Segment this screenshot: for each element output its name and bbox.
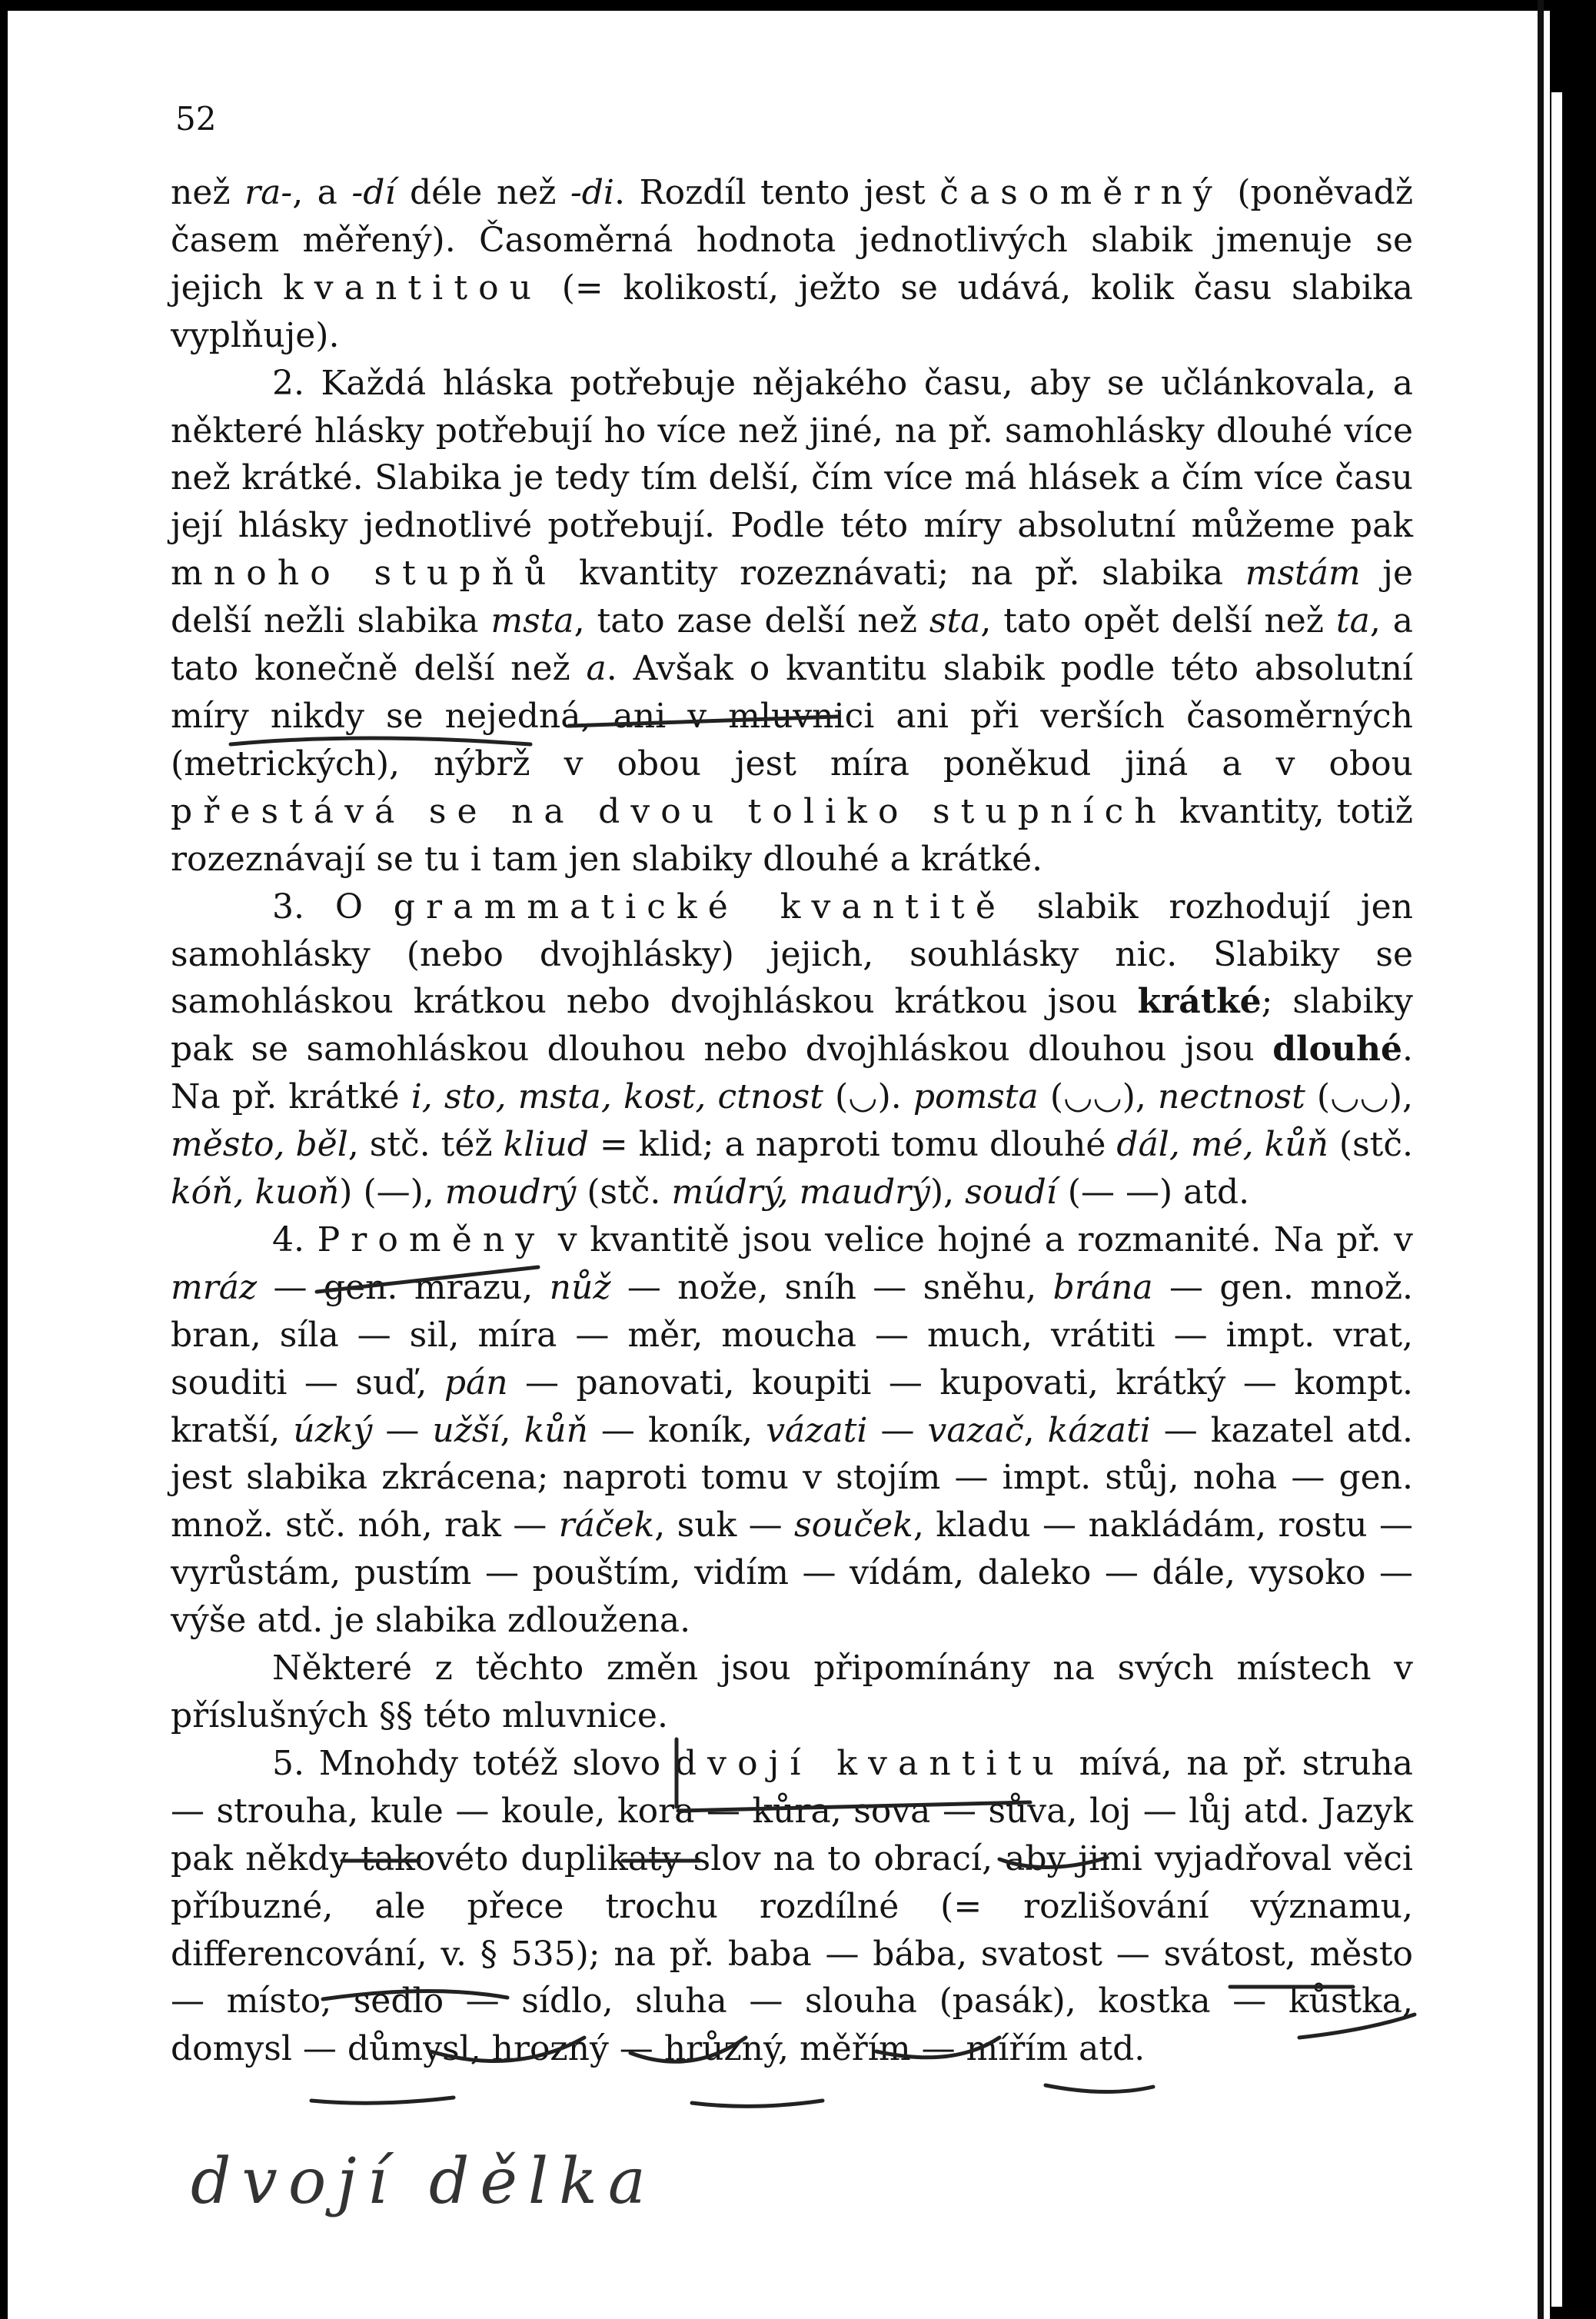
scan-top-edge xyxy=(0,0,1596,11)
body-text xyxy=(171,169,1413,2073)
scan-margin-gap xyxy=(1551,92,1562,2307)
page-number: 52 xyxy=(175,100,217,138)
handwritten-note: dvojí dělka xyxy=(191,2145,657,2218)
underline-merim xyxy=(1046,2085,1153,2092)
underline-domysl xyxy=(311,2098,454,2103)
paragraph-3: 3. O grammatické kvantitě slabik rozhodují jen samohlásky (nebo dvojhlásky) jejich, souhlásky nic. Slabiky se samohláskou krátkou nebo dvojhláskou krátkou jsou krátké; slabiky pak se samohláskou dlouhou nebo dvojhláskou dlouhou jsou dlouhé. Na př. krátké i, sto, msta, kost, ctnost (◡). pomsta (◡◡), nectnost (◡◡), město, běl, stč. též kliud = klid; a naproti tomu dlouhé dál, mé, kůň (stč. kóň, kuoň) (—), moudrý (stč. múdrý, maudrý), soudí (— —) atd. xyxy=(171,887,1414,1213)
paragraph-6: 5. Mnohdy totéž slovo dvojí kvantitu mívá, na př. struha — strouha, kule — koule, kora — kůra, sova — sůva, loj — lůj atd. Jazyk pak někdy takovéto duplikaty slov na to obrací, aby jimi vyjadřoval věci příbuzné, ale přece trochu rozdílné (= rozlišování významu, differencování, v. § 535); na př. baba — bába, svatost — svátost, město — místo, sedlo — sídlo, sluha — slouha (pasák), kostka — kůstka, domysl — důmysl, hrozný — hrůzný, měřím — mířím atd. xyxy=(171,1743,1414,2069)
paragraph-5: Některé z těchto změn jsou připomínány na svých místech v příslušných §§ této mluvnice. xyxy=(171,1649,1413,1735)
paragraph-1: než ra-, a -dí déle než -di. Rozdíl tento jest časoměrný (poněvadž časem měřený). Časoměrná hodnota jednotlivých slabik jmenuje se jejich kvantitou (= kolikostí, ježto se udává, kolik času slabika vyplňuje). xyxy=(171,173,1414,355)
term-casomerny: časoměrný xyxy=(939,173,1223,212)
page-fold-line xyxy=(1538,0,1544,2319)
paragraph-4: 4. Proměny v kvantitě jsou velice hojné a rozmanité. Na př. v mráz — gen. mrazu, nůž — nože, sníh — sněhu, brána — gen. množ. bran, síla — sil, míra — měr, moucha — much, vrátiti — impt. vrat, souditi — suď, pán — panovati, koupiti — kupovati, krátký — kompt. kratší, úzký — užší, kůň — koník, vázati — vazač, kázati — kazatel atd. jest slabika zkrácena; naproti tomu v stojím — impt. stůj, noha — gen. množ. stč. nóh, rak — ráček, suk — souček, kladu — nakládám, rostu — vyrůstám, pustím — pouštím, vidím — vídám, daleko — dále, vysoko — výše atd. je slabika zdloužena. xyxy=(171,1219,1414,1641)
scan-left-edge xyxy=(0,0,8,2319)
underline-hrozny xyxy=(692,2101,823,2106)
term-kvantita: kvantitou xyxy=(283,268,543,308)
paragraph-2: 2. Každá hláska potřebuje nějakého času, aby se učlánkovala, a některé hlásky potřebují ho více než jiné, na př. samohlásky dlouhé více než krátké. Slabika je tedy tím delší, čím více má hlásek a čím více času její hlásky jednotlivé potřebují. Podle této míry absolutní můžeme pak mnoho stupňů kvantity rozeznávati; na př. slabika mstám je delší nežli slabika msta, tato zase delší než sta, tato opět delší než ta, a tato konečně delší než a. Avšak o kvantitu slabik podle této absolutní míry nikdy se nejedná, ani v mluvnici ani při verších časoměrných (metrických), nýbrž v obou jest míra poněkud jiná a v obou přestává se na dvou toliko stupních kvantity, totiž rozeznávají se tu i tam jen slabiky dlouhé a krátké. xyxy=(171,363,1413,879)
